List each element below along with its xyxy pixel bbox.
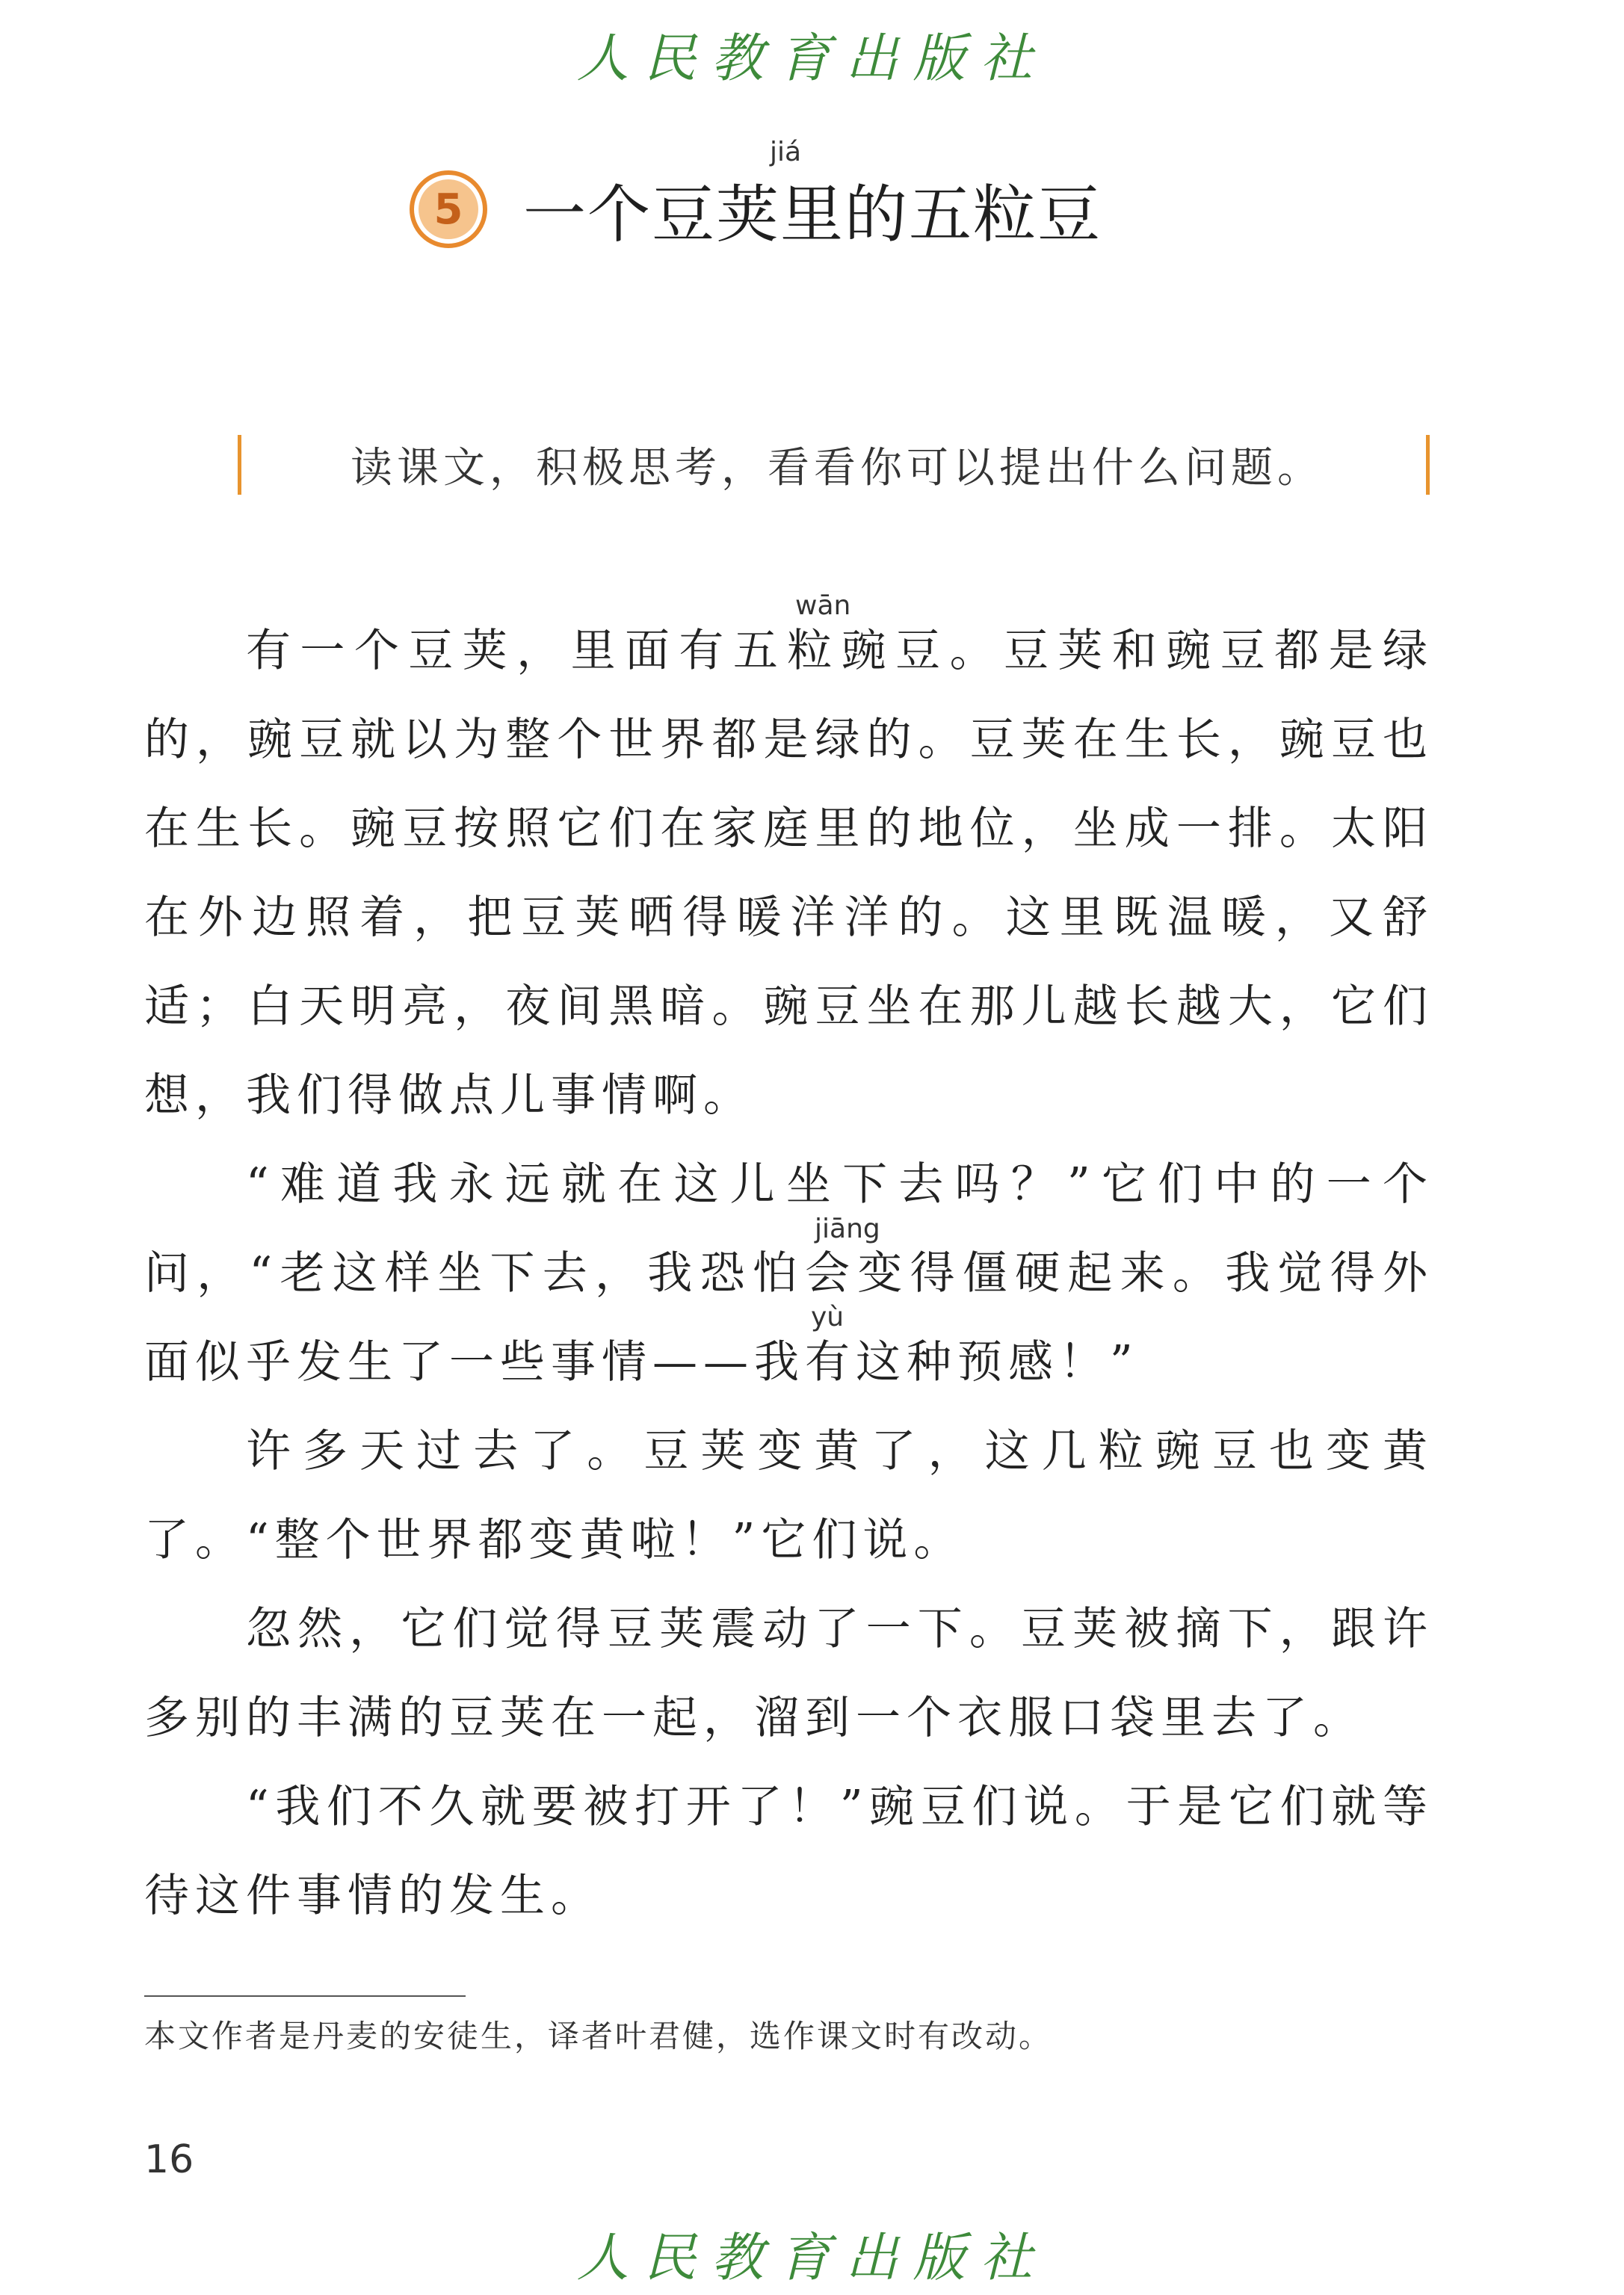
paragraph-5: “我们不久就要被打开了！”豌豆们说。于是它们就等待这件事情的发生。 xyxy=(144,1781,1433,1922)
lesson-number-badge xyxy=(410,170,487,248)
instruction-right-bar xyxy=(1426,435,1430,495)
page-number: 16 xyxy=(144,2137,194,2182)
publisher-header: 人民教育出版社 xyxy=(576,28,1048,89)
pinyin-annotation-yu: yù xyxy=(811,1302,845,1332)
paragraph-4: 忽然，它们觉得豆荚震动了一下。豆荚被摘下，跟许多别的丰满的豆荚在一起，溜到一个衣服口袋里去了。 xyxy=(144,1603,1433,1744)
instruction-left-bar xyxy=(238,435,241,495)
footnote-divider xyxy=(144,1995,466,1997)
footnote: 本文作者是丹麦的安徒生，译者叶君健，选作课文时有改动。 xyxy=(144,2018,1053,2054)
paragraph-2: “难道我永远就在这儿坐下去吗？”它们中的一个问，“老这样坐下去，我恐怕会变得僵硬起来。我觉得外面似乎发生了一些事情——我有这种预感！” xyxy=(144,1158,1433,1389)
paragraph-3: 许多天过去了。豆荚变黄了，这几粒豌豆也变黄了。“整个世界都变黄啦！”它们说。 xyxy=(144,1425,1433,1566)
pinyin-annotation-jiang: jiāng xyxy=(815,1214,880,1244)
lesson-title-row xyxy=(410,168,1102,250)
pinyin-annotation-wan: wān xyxy=(795,590,851,621)
lesson-title: 一个豆荚里的五粒豆 xyxy=(523,177,1102,251)
paragraph-1: 有一个豆荚，里面有五粒豌豆。豆荚和豌豆都是绿的，豌豆就以为整个世界都是绿的。豆荚在生长，豌豆也在生长。豌豆按照它们在家庭里的地位，坐成一排。太阳在外边照着，把豆荚晒得暖洋洋的。这里既温暖，又舒适；白天明亮，夜间黑暗。豌豆坐在那儿越长越大，它们想，我们得做点儿事情啊。 xyxy=(144,625,1433,1122)
lesson-number: 5 xyxy=(419,179,478,239)
reading-instruction: 读课文，积极思考，看看你可以提出什么问题。 xyxy=(351,444,1324,492)
title-pinyin-annotation: jiá xyxy=(770,137,802,167)
publisher-footer: 人民教育出版社 xyxy=(576,2227,1048,2288)
